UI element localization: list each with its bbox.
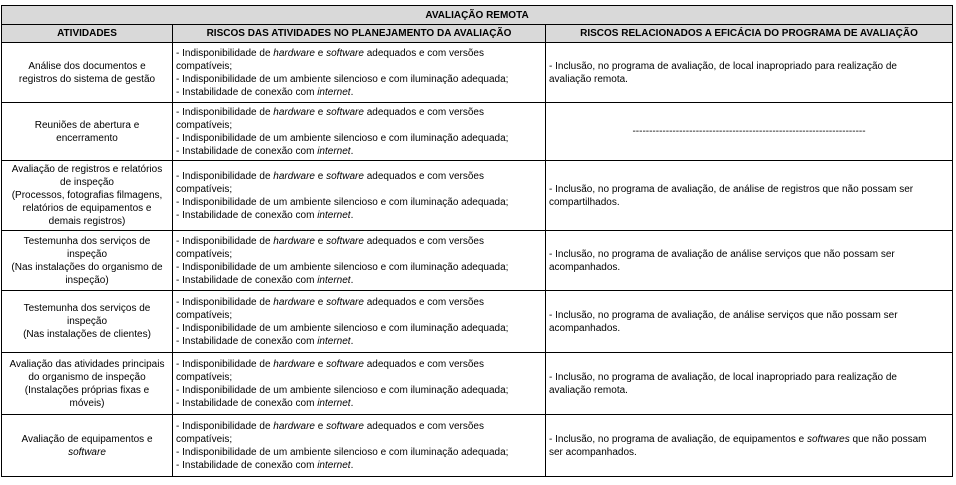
efficacy-risk-cell: - Inclusão, no programa de avaliação, de local inapropriado para realização de avaliação remota. — [546, 353, 953, 415]
header-activities: ATIVIDADES — [2, 25, 173, 43]
table-row — [2, 231, 953, 291]
activity-cell: Reuniões de abertura e encerramento — [2, 103, 173, 161]
activity-cell: Avaliação de equipamentos e software — [2, 415, 173, 477]
header-planning-risks: RISCOS DAS ATIVIDADES NO PLANEJAMENTO DA AVALIAÇÃO — [173, 25, 546, 43]
efficacy-risk-cell: - Inclusão, no programa de avaliação, de análise serviços que não possam ser acompanhados. — [546, 291, 953, 353]
header-efficacy-risks: RISCOS RELACIONADOS A EFICÁCIA DO PROGRAMA DE AVALIAÇÃO — [546, 25, 953, 43]
efficacy-risk-cell: ---------------------------------------------------------------------- — [546, 103, 953, 161]
table-row — [2, 103, 953, 161]
activity-cell: Análise dos documentos e registros do sistema de gestão — [2, 43, 173, 103]
table-row — [2, 161, 953, 231]
table-title: AVALIAÇÃO REMOTA — [2, 6, 953, 25]
efficacy-risk-cell: - Inclusão, no programa de avaliação, de análise de registros que não possam ser compartilhados. — [546, 161, 953, 231]
planning-risk-cell: - Indisponibilidade de hardware e software adequados e com versões compatíveis; - Indisponibilidade de um ambiente silencioso e com iluminação adequada; - Instabilidade de conexão com internet. — [173, 291, 546, 353]
efficacy-risk-cell: - Inclusão, no programa de avaliação de análise serviços que não possam ser acompanhados. — [546, 231, 953, 291]
table-row — [2, 43, 953, 103]
planning-risk-cell: - Indisponibilidade de hardware e software adequados e com versões compatíveis; - Indisponibilidade de um ambiente silencioso e com iluminação adequada; - Instabilidade de conexão com internet. — [173, 415, 546, 477]
table-row — [2, 291, 953, 353]
efficacy-risk-cell: - Inclusão, no programa de avaliação, de local inapropriado para realização de avaliação remota. — [546, 43, 953, 103]
remote-evaluation-table — [1, 5, 953, 477]
planning-risk-cell: - Indisponibilidade de hardware e software adequados e com versões compatíveis; - Indisponibilidade de um ambiente silencioso e com iluminação adequada; - Instabilidade de conexão com internet. — [173, 231, 546, 291]
activity-cell: Avaliação das atividades principais do organismo de inspeção (Instalações próprias fixas e móveis) — [2, 353, 173, 415]
activity-cell: Testemunha dos serviços de inspeção (Nas instalações de clientes) — [2, 291, 173, 353]
table-row — [2, 353, 953, 415]
activity-cell: Testemunha dos serviços de inspeção (Nas instalações do organismo de inspeção) — [2, 231, 173, 291]
activity-cell: Avaliação de registros e relatórios de inspeção (Processos, fotografias filmagens, relatórios de equipamentos e demais registros) — [2, 161, 173, 231]
table-row — [2, 415, 953, 477]
planning-risk-cell: - Indisponibilidade de hardware e software adequados e com versões compatíveis; - Indisponibilidade de um ambiente silencioso e com iluminação adequada; - Instabilidade de conexão com internet. — [173, 103, 546, 161]
planning-risk-cell: - Indisponibilidade de hardware e software adequados e com versões compatíveis; - Indisponibilidade de um ambiente silencioso e com iluminação adequada; - Instabilidade de conexão com internet. — [173, 353, 546, 415]
planning-risk-cell: - Indisponibilidade de hardware e software adequados e com versões compatíveis; - Indisponibilidade de um ambiente silencioso e com iluminação adequada; - Instabilidade de conexão com internet. — [173, 161, 546, 231]
efficacy-risk-cell: - Inclusão, no programa de avaliação, de equipamentos e softwares que não possam ser acompanhados. — [546, 415, 953, 477]
planning-risk-cell: - Indisponibilidade de hardware e software adequados e com versões compatíveis; - Indisponibilidade de um ambiente silencioso e com iluminação adequada; - Instabilidade de conexão com internet. — [173, 43, 546, 103]
